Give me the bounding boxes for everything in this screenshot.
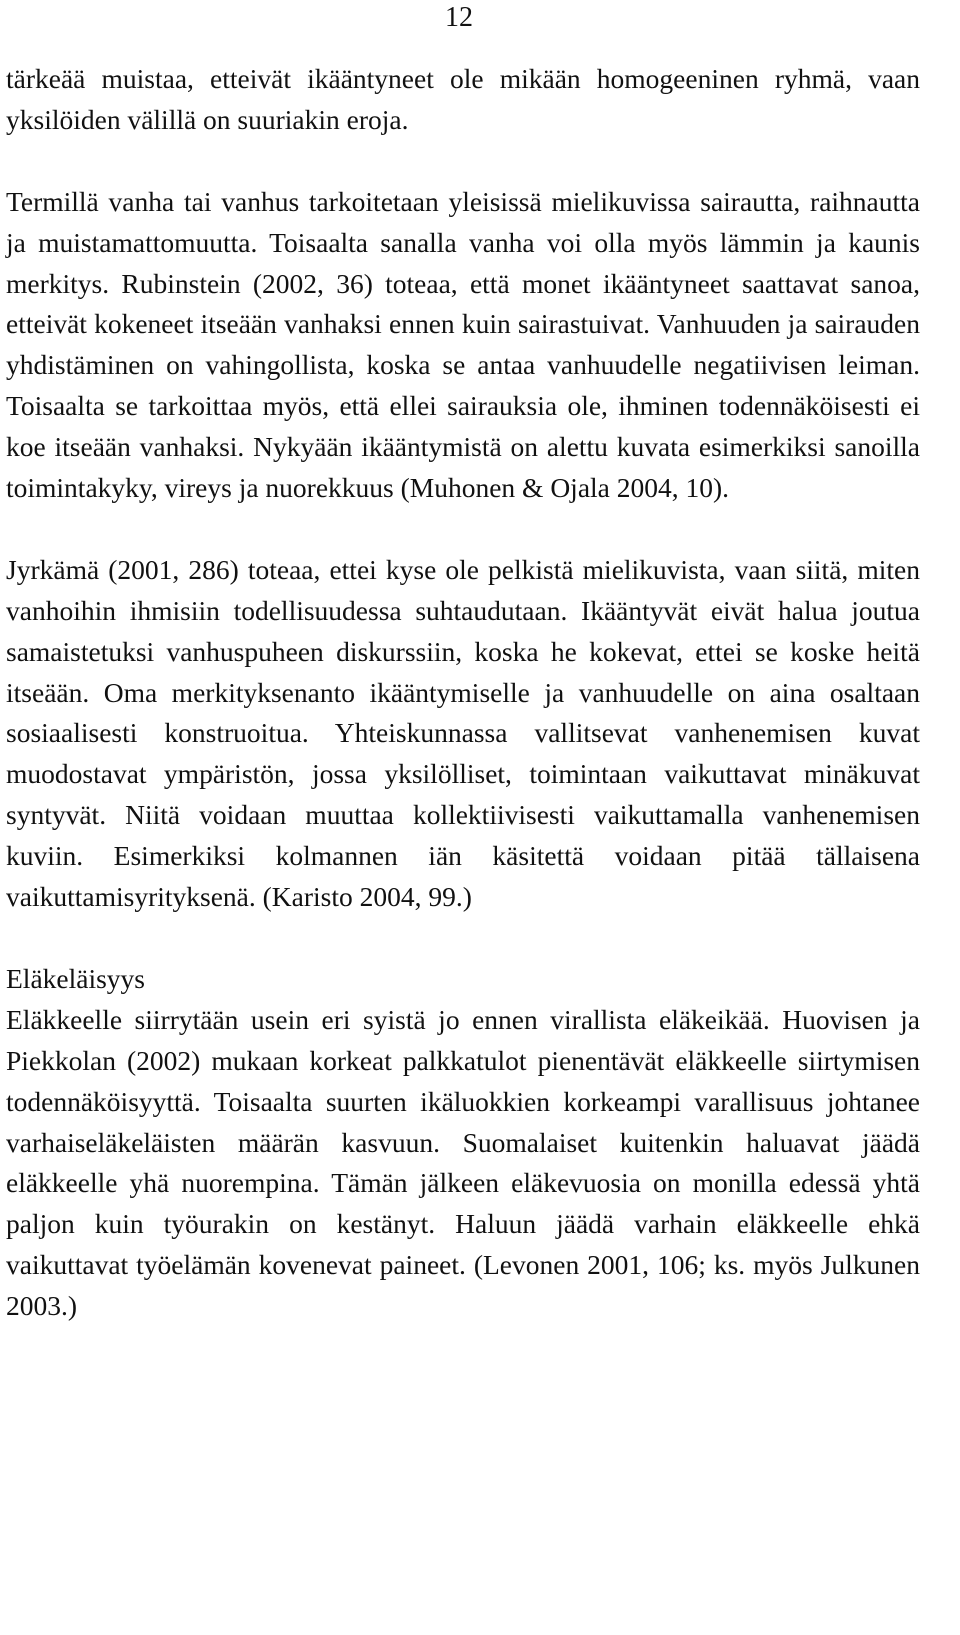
section-heading: Eläkeläisyys xyxy=(6,962,145,994)
page-number: 12 xyxy=(445,2,473,33)
page-body xyxy=(6,59,920,1368)
paragraph-elakelaisyys: Eläkkeelle siirrytään usein eri syistä jo ennen virallista eläkeikää. Huovisen ja Piekkolan (2002) mukaan korkeat palkkatulot pienentävät eläkkeelle siirtymisen todennäköisyyttä. Toisaalta suurten ikäluokkien korkeampi varallisuus johtanee varhaiseläkeläisten määrän kasvuun. Suomalaiset kuitenkin haluavat jäädä eläkkeelle yhä nuorempina. Tämän jälkeen eläkevuosia on monilla edessä yhtä paljon kuin työurakin on kestänyt. Haluun jäädä varhain eläkkeelle ehkä vaikuttavat työelämän kovenevat paineet. (Levonen 2001, 106; ks. myös Julkunen 2003.) xyxy=(6,1003,920,1322)
paragraph-jyrkama: Jyrkämä (2001, 286) toteaa, ettei kyse ole pelkistä mielikuvista, vaan siitä, miten vanhoihin ihmisiin todellisuudessa suhtaudutaan. Ikääntyvät eivät halua joutua samaistetuksi vanhuspuheen diskurssiin, koska he kokevat, ettei se koske heitä itseään. Oma merkityksenanto ikääntymiselle ja vanhuudelle on aina osaltaan sosiaalisesti konstruoitua. Yhteiskunnassa vallitsevat vanhenemisen kuvat muodostavat ympäristön, jossa yksilölliset, toimintaan vaikuttavat minäkuvat syntyvät. Niitä voidaan muuttaa kollektiivisesti vaikuttamalla vanhenemisen kuviin. Esimerkiksi kolmannen iän käsitettä voidaan pitää tällaisena vaikuttamisyrityksenä. (Karisto 2004, 99.) xyxy=(6,553,920,913)
paragraph-vanhuus-terms: Termillä vanha tai vanhus tarkoitetaan yleisissä mielikuvissa sairautta, raihnautta ja muistamattomuutta. Toisaalta sanalla vanha voi olla myös lämmin ja kaunis merkitys. Rubinstein (2002, 36) toteaa, että monet ikääntyneet saattavat sanoa, etteivät kokeneet itseään vanhaksi ennen kuin sairastuivat. Vanhuuden ja sairauden yhdistäminen on vahingollista, koska se antaa vanhuudelle negatiivisen leiman. Toisaalta se tarkoittaa myös, että ellei sairauksia ole, ihminen todennäköisesti ei koe itseään vanhaksi. Nykyään ikääntymistä on alettu kuvata esimerkiksi sanoilla toimintakyky, vireys ja nuorekkuus (Muhonen & Ojala 2004, 10). xyxy=(6,185,920,504)
paragraph-continuation: tärkeää muistaa, etteivät ikääntyneet ole mikään homogeeninen ryhmä, vaan yksilöiden välillä on suuriakin eroja. xyxy=(6,63,920,135)
